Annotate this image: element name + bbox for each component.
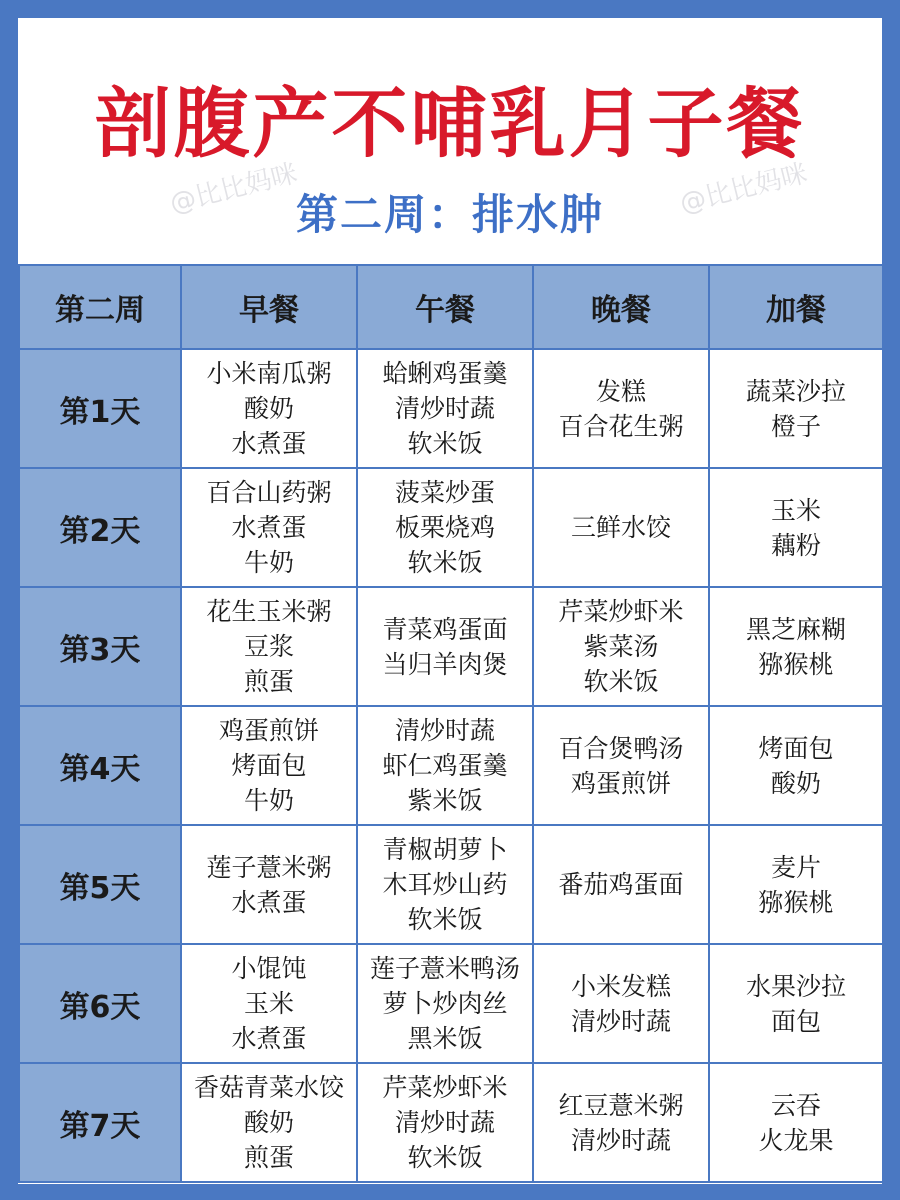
meal-item: 菠菜炒蛋 <box>394 478 495 507</box>
table-body <box>19 349 882 1182</box>
meal-item: 软米饭 <box>583 667 659 696</box>
meal-item: 紫米饭 <box>407 786 483 815</box>
day-label: 第2天 <box>19 468 181 587</box>
meal-item: 软米饭 <box>407 429 483 458</box>
meal-item: 鸡蛋煎饼 <box>570 768 671 798</box>
meal-item: 火龙果 <box>758 1125 834 1155</box>
meal-item: 虾仁鸡蛋羹 <box>382 751 508 780</box>
breakfast-cell <box>181 1063 357 1182</box>
meal-item: 酸奶 <box>243 394 294 423</box>
day-label: 第5天 <box>19 825 181 944</box>
meal-item: 当归羊肉煲 <box>382 649 508 679</box>
breakfast-cell <box>181 587 357 706</box>
meal-item: 牛奶 <box>243 786 294 815</box>
meal-item: 三鲜水饺 <box>570 513 671 542</box>
table-header-row <box>19 265 882 349</box>
meal-item: 牛奶 <box>243 548 294 577</box>
meal-item: 清炒时蔬 <box>570 1125 671 1155</box>
breakfast-cell <box>181 825 357 944</box>
meal-item: 煎蛋 <box>243 1143 294 1172</box>
breakfast-cell <box>181 349 357 468</box>
meal-item: 清炒时蔬 <box>394 1108 495 1137</box>
meal-item: 藕粉 <box>770 530 821 560</box>
meal-item: 花生玉米粥 <box>206 597 332 626</box>
meal-item: 面包 <box>770 1006 821 1036</box>
lunch-cell <box>357 349 533 468</box>
day-label: 第7天 <box>19 1063 181 1182</box>
snack-cell <box>709 349 882 468</box>
page-header <box>18 18 882 264</box>
meal-item: 软米饭 <box>407 1143 483 1172</box>
meal-item: 水果沙拉 <box>745 971 846 1001</box>
meal-item: 青椒胡萝卜 <box>382 835 508 864</box>
snack-cell <box>709 706 882 825</box>
meal-item: 玉米 <box>770 495 821 525</box>
meal-item: 清炒时蔬 <box>394 394 495 423</box>
meal-item: 黑芝麻糊 <box>745 614 846 644</box>
table-row <box>19 468 882 587</box>
meal-item: 番茄鸡蛋面 <box>558 870 684 899</box>
meal-item: 百合煲鸭汤 <box>558 733 684 763</box>
dinner-cell <box>533 706 709 825</box>
header-breakfast: 早餐 <box>181 265 357 349</box>
day-label: 第3天 <box>19 587 181 706</box>
meal-item: 木耳炒山药 <box>382 870 508 899</box>
meal-item: 玉米 <box>243 989 294 1018</box>
meal-item: 豆浆 <box>243 632 294 661</box>
meal-item: 红豆薏米粥 <box>558 1090 684 1120</box>
meal-item: 芹菜炒虾米 <box>382 1073 508 1102</box>
table-row <box>19 349 882 468</box>
dinner-cell <box>533 1063 709 1182</box>
lunch-cell <box>357 825 533 944</box>
meal-item: 煎蛋 <box>243 667 294 696</box>
meal-item: 水煮蛋 <box>231 1024 307 1053</box>
meal-item: 萝卜炒肉丝 <box>382 989 508 1018</box>
table-row <box>19 825 882 944</box>
meal-item: 蔬菜沙拉 <box>745 376 846 406</box>
breakfast-cell <box>181 706 357 825</box>
table-row <box>19 1063 882 1182</box>
watermark-right: @比比妈咪 <box>676 158 811 220</box>
table-row <box>19 706 882 825</box>
meal-item: 橙子 <box>770 411 821 441</box>
meal-item: 麦片 <box>770 852 821 882</box>
meal-item: 酸奶 <box>243 1108 294 1137</box>
breakfast-cell <box>181 944 357 1063</box>
lunch-cell <box>357 944 533 1063</box>
table-row <box>19 944 882 1063</box>
page-subtitle: 第二周：排水肿 <box>295 190 604 239</box>
meal-item: 小馄饨 <box>231 954 307 983</box>
meal-item: 小米发糕 <box>570 971 671 1001</box>
meal-plan-table <box>18 264 882 1183</box>
day-label: 第1天 <box>19 349 181 468</box>
meal-item: 水煮蛋 <box>231 513 307 542</box>
meal-item: 猕猴桃 <box>758 649 834 679</box>
day-label: 第6天 <box>19 944 181 1063</box>
meal-item: 青菜鸡蛋面 <box>382 614 508 644</box>
meal-item: 小米南瓜粥 <box>206 359 332 388</box>
meal-item: 清炒时蔬 <box>394 716 495 745</box>
meal-item: 水煮蛋 <box>231 887 307 917</box>
meal-item: 水煮蛋 <box>231 429 307 458</box>
menu-card <box>18 18 882 1184</box>
meal-item: 黑米饭 <box>407 1024 483 1053</box>
meal-item: 百合花生粥 <box>558 411 684 441</box>
meal-item: 发糕 <box>595 376 646 406</box>
snack-cell <box>709 944 882 1063</box>
dinner-cell <box>533 825 709 944</box>
snack-cell <box>709 587 882 706</box>
snack-cell <box>709 468 882 587</box>
meal-item: 板栗烧鸡 <box>394 513 495 542</box>
lunch-cell <box>357 468 533 587</box>
header-snack: 加餐 <box>709 265 882 349</box>
dinner-cell <box>533 468 709 587</box>
meal-item: 烤面包 <box>758 733 834 763</box>
meal-item: 百合山药粥 <box>206 478 332 507</box>
meal-item: 软米饭 <box>407 905 483 934</box>
meal-item: 清炒时蔬 <box>570 1006 671 1036</box>
meal-item: 紫菜汤 <box>583 632 659 661</box>
lunch-cell <box>357 1063 533 1182</box>
meal-item: 酸奶 <box>770 768 821 798</box>
lunch-cell <box>357 587 533 706</box>
meal-item: 芹菜炒虾米 <box>558 597 684 626</box>
meal-item: 蛤蜊鸡蛋羹 <box>382 359 508 388</box>
breakfast-cell <box>181 468 357 587</box>
dinner-cell <box>533 349 709 468</box>
lunch-cell <box>357 706 533 825</box>
day-label: 第4天 <box>19 706 181 825</box>
header-week: 第二周 <box>19 265 181 349</box>
dinner-cell <box>533 944 709 1063</box>
meal-item: 香菇青菜水饺 <box>193 1073 344 1102</box>
table-row <box>19 587 882 706</box>
watermark-left: @比比妈咪 <box>166 158 301 220</box>
header-dinner: 晚餐 <box>533 265 709 349</box>
meal-item: 软米饭 <box>407 548 483 577</box>
snack-cell <box>709 825 882 944</box>
meal-item: 莲子薏米鸭汤 <box>369 954 520 983</box>
meal-item: 莲子薏米粥 <box>206 852 332 882</box>
meal-item: 猕猴桃 <box>758 887 834 917</box>
header-lunch: 午餐 <box>357 265 533 349</box>
meal-item: 云吞 <box>770 1090 821 1120</box>
meal-item: 烤面包 <box>231 751 307 780</box>
dinner-cell <box>533 587 709 706</box>
snack-cell <box>709 1063 882 1182</box>
meal-item: 鸡蛋煎饼 <box>218 716 319 745</box>
page-title: 剖腹产不哺乳月子餐 <box>94 79 806 168</box>
